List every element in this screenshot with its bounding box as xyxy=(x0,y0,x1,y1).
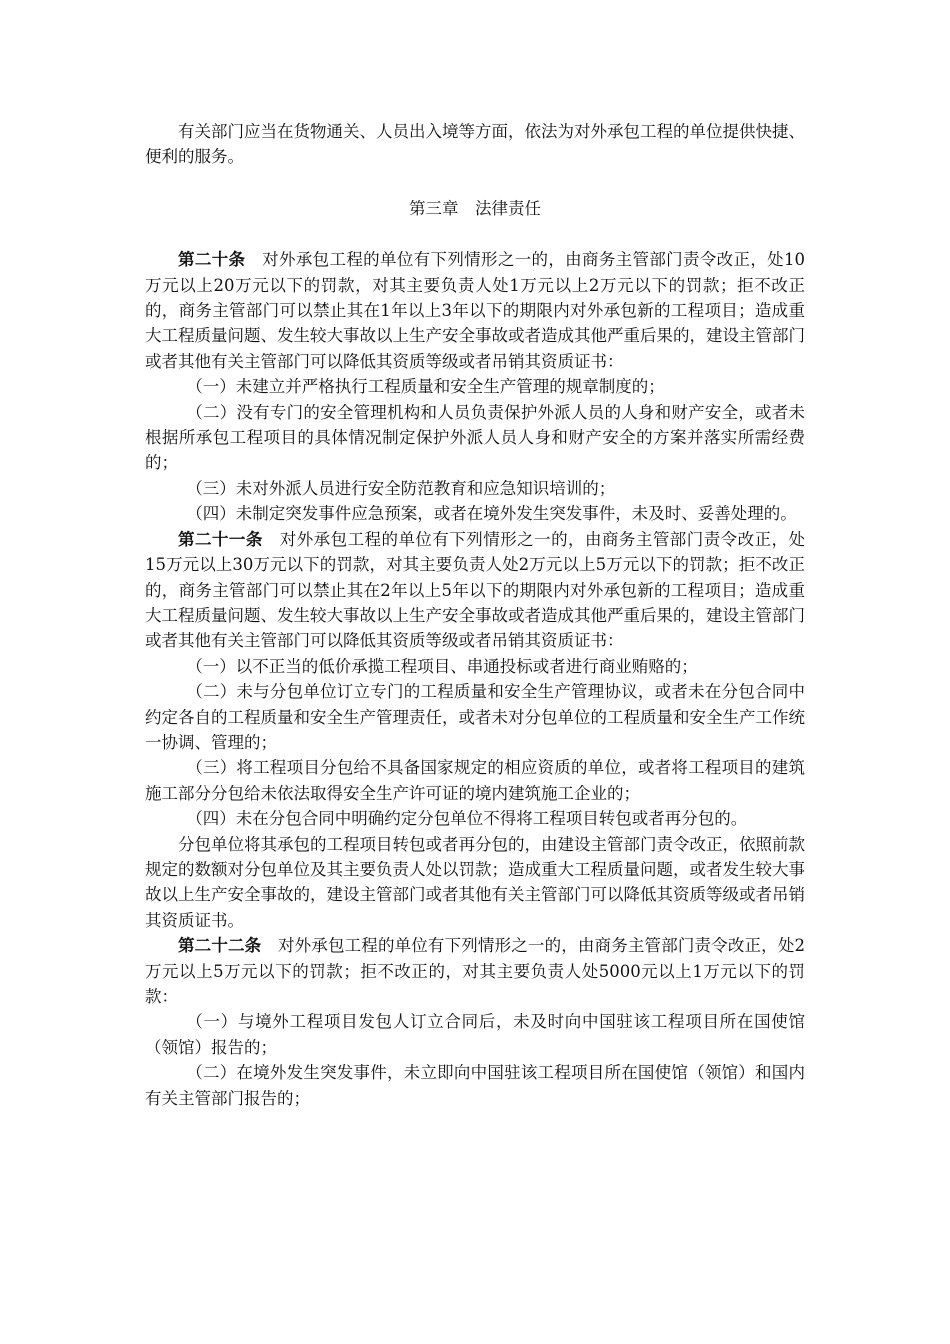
article-21-item-3: （三）将工程项目分包给不具备国家规定的相应资质的单位，或者将工程项目的建筑施工部分分包给未依法取得安全生产许可证的境内建筑施工企业的； xyxy=(145,758,805,803)
article-22-text: 对外承包工程的单位有下列情形之一的，由商务主管部门责令改正，处2万元以上5万元以下的罚款；拒不改正的，对其主要负责人处5000元以上1万元以下的罚款： xyxy=(145,936,805,1006)
article-22-item-1: （一）与境外工程项目发包人订立合同后，未及时向中国驻该工程项目所在国使馆（领馆）报告的； xyxy=(145,1012,805,1057)
article-21-item-4: （四）未在分包合同中明确约定分包单位不得将工程项目转包或者再分包的。 xyxy=(186,809,748,829)
article-20-text: 对外承包工程的单位有下列情形之一的，由商务主管部门责令改正，处10万元以上20万元以下的罚款，对其主要负责人处1万元以上2万元以下的罚款；拒不改正的，商务主管部门可以禁止其在1年以上3年以下的期限内对外承包新的工程项目；造成重大工程质量问题、发生较大事故以上生产安全事故或者造成其他严重后果的，建设主管部门或者其他有关主管部门可以降低其资质等级或者吊销其资质证书： xyxy=(145,250,806,371)
article-21-item-1: （一）以不正当的低价承揽工程项目、串通投标或者进行商业贿赂的； xyxy=(186,656,698,676)
chapter-title: 第三章 法律责任 xyxy=(409,198,541,218)
article-21-text: 对外承包工程的单位有下列情形之一的，由商务主管部门责令改正，处15万元以上30万元以下的罚款，对其主要负责人处2万元以上5万元以下的罚款；拒不改正的，商务主管部门可以禁止其在2年以上5年以下的期限内对外承包新的工程项目；造成重大工程质量问题、发生较大事故以上生产安全事故或者造成其他严重后果的，建设主管部门或者其他有关主管部门可以降低其资质等级或者吊销其资质证书： xyxy=(145,529,806,651)
intro-paragraph: 有关部门应当在货物通关、人员出入境等方面，依法为对外承包工程的单位提供快捷、便利的服务。 xyxy=(145,122,805,167)
article-20-item-2: （二）没有专门的安全管理机构和人员负责保护外派人员的人身和财产安全，或者未根据所承包工程项目的具体情况制定保护外派人员人身和财产安全的方案并落实所需经费的； xyxy=(145,402,805,473)
article-21-label: 第二十一条 xyxy=(178,529,263,549)
article-21 xyxy=(145,527,805,654)
article-22-label: 第二十二条 xyxy=(178,936,262,956)
document-body xyxy=(145,119,805,1111)
article-22 xyxy=(145,933,805,1009)
article-20-item-4: （四）未制定突发事件应急预案，或者在境外发生突发事件，未及时、妥善处理的。 xyxy=(186,504,797,524)
article-20-label: 第二十条 xyxy=(178,250,246,270)
article-20 xyxy=(145,247,805,374)
article-21-paragraph-2: 分包单位将其承包的工程项目转包或者再分包的，由建设主管部门责令改正，依照前款规定的数额对分包单位及其主要负责人处以罚款；造成重大工程质量问题，或者发生较大事故以上生产安全事故的，建设主管部门或者其他有关主管部门可以降低其资质等级或者吊销其资质证书。 xyxy=(145,834,805,930)
article-20-item-3: （三）未对外派人员进行安全防范教育和应急知识培训的； xyxy=(186,478,616,498)
article-21-item-2: （二）未与分包单位订立专门的工程质量和安全生产管理协议，或者未在分包合同中约定各自的工程质量和安全生产管理责任，或者未对分包单位的工程质量和安全生产工作统一协调、管理的； xyxy=(145,682,805,752)
article-20-item-1: （一）未建立并严格执行工程质量和安全生产管理的规章制度的； xyxy=(186,377,665,397)
article-22-item-2: （二）在境外发生突发事件，未立即向中国驻该工程项目所在国使馆（领馆）和国内有关主管部门报告的； xyxy=(145,1063,805,1108)
